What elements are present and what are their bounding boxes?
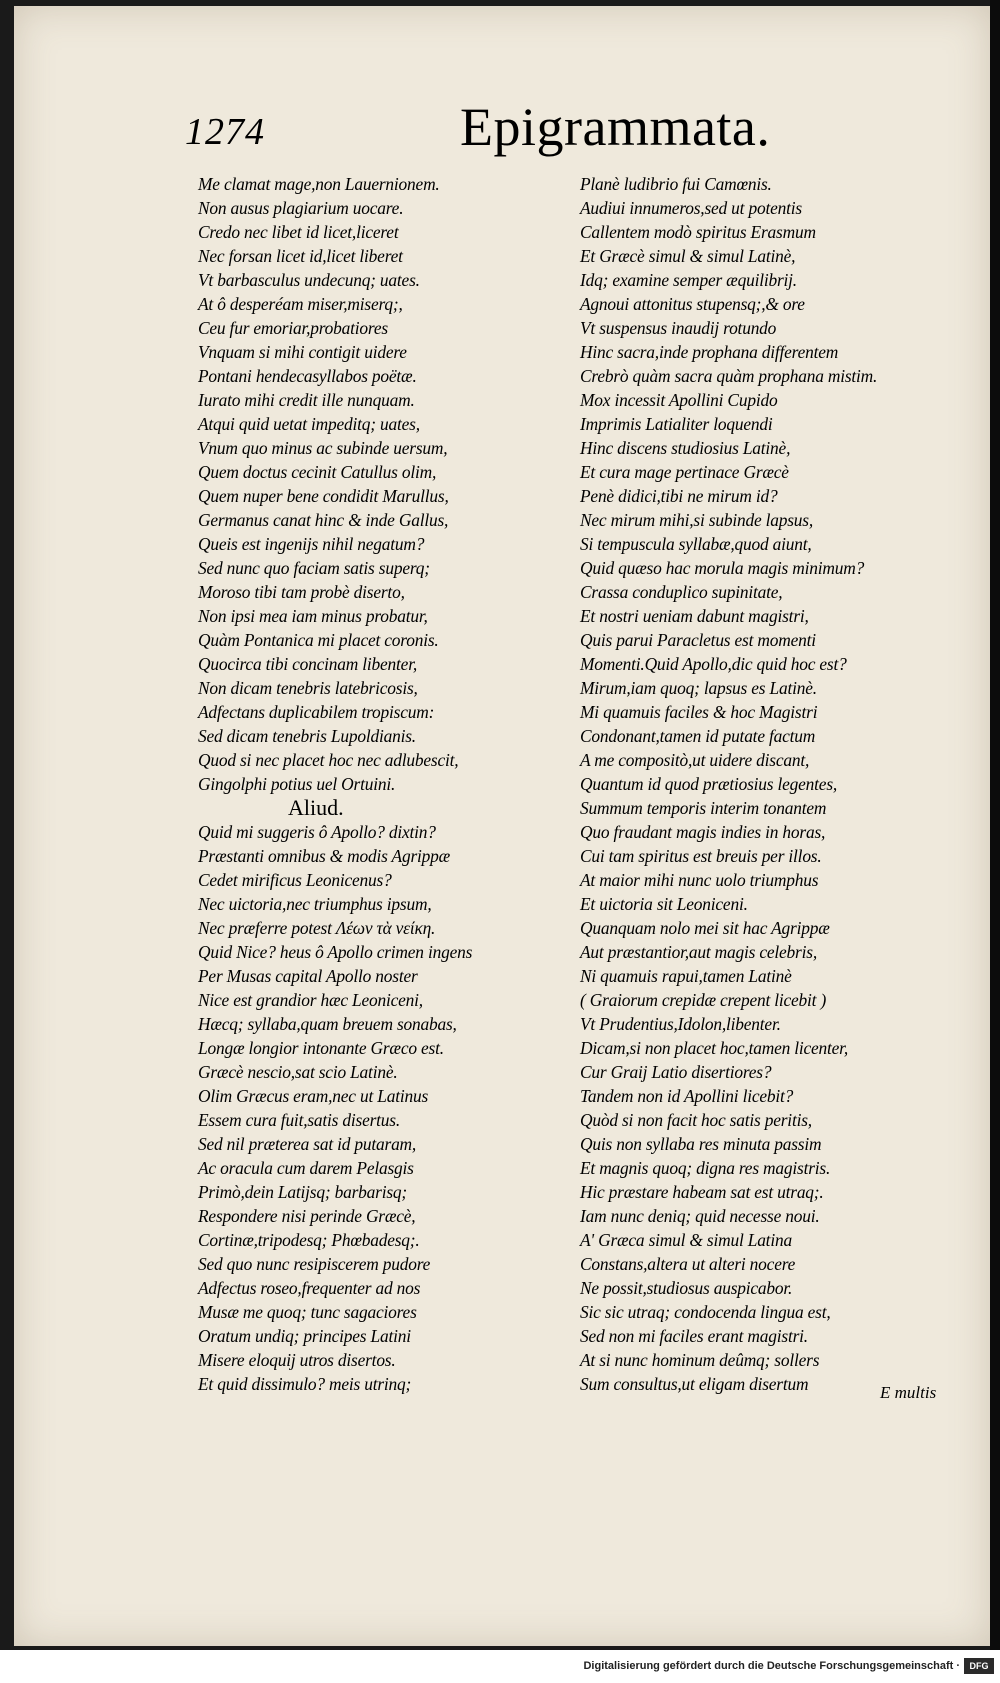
verse-line: Et Græcè simul & simul Latinè, xyxy=(580,246,796,266)
verse-line: Primò,dein Latijsq; barbarisq; xyxy=(198,1182,407,1202)
verse-line: Quòd si non facit hoc satis peritis, xyxy=(580,1110,812,1130)
verse-line: Adfectans duplicabilem tropiscum: xyxy=(198,702,435,722)
verse-line: Sed nil præterea sat id putaram, xyxy=(198,1134,417,1154)
verse-line: Sed nunc quo faciam satis superq; xyxy=(198,558,430,578)
verse-line: Iam nunc deniq; quid necesse noui. xyxy=(580,1206,820,1226)
verse-line: A me compositò,ut uidere discant, xyxy=(580,750,810,770)
verse-line: Momenti.Quid Apollo,dic quid hoc est? xyxy=(580,654,847,674)
verse-line: Vt suspensus inaudij rotundo xyxy=(580,318,777,338)
verse-line: Vnum quo minus ac subinde uersum, xyxy=(198,438,448,458)
verse-line: Quid mi suggeris ô Apollo? dixtin? xyxy=(198,822,436,842)
verse-line: Et cura mage pertinace Græcè xyxy=(580,462,789,482)
verse-line: Si tempuscula syllabæ,quod aiunt, xyxy=(580,534,812,554)
verse-line: Quid Nice? heus ô Apollo crimen ingens xyxy=(198,942,473,962)
verse-line: Per Musas capital Apollo noster xyxy=(198,966,418,986)
verse-line: Aut præstantior,aut magis celebris, xyxy=(580,942,817,962)
verse-line: Quocirca tibi concinam libenter, xyxy=(198,654,417,674)
verse-line: Iurato mihi credit ille nunquam. xyxy=(198,390,415,410)
catchword: E multis xyxy=(880,1383,937,1402)
verse-line: Idq; examine semper æquilibrij. xyxy=(580,270,797,290)
scan-edge xyxy=(990,0,1000,1650)
verse-line: Sed non mi faciles erant magistri. xyxy=(580,1326,808,1346)
verse-line: Quod si nec placet hoc nec adlubescit, xyxy=(198,750,459,770)
verse-line: A' Græca simul & simul Latina xyxy=(580,1230,792,1250)
verse-line: Me clamat mage,non Lauernionem. xyxy=(198,174,440,194)
verse-line: Mox incessit Apollini Cupido xyxy=(580,390,778,410)
verse-line: Penè didici,tibi ne mirum id? xyxy=(580,486,778,506)
verse-line: Tandem non id Apollini licebit? xyxy=(580,1086,794,1106)
verse-line: Quantum id quod prætiosius legentes, xyxy=(580,774,838,794)
verse-line: Dicam,si non placet hoc,tamen licenter, xyxy=(580,1038,848,1058)
verse-line: Sic sic utraq; condocenda lingua est, xyxy=(580,1302,831,1322)
verse-line: Non ausus plagiarium uocare. xyxy=(198,198,404,218)
verse-line: Quem doctus cecinit Catullus olim, xyxy=(198,462,437,482)
verse-line: Nice est grandior hæc Leoniceni, xyxy=(198,990,423,1010)
left-column xyxy=(198,172,538,1396)
footer xyxy=(0,1650,1000,1683)
verse-line: Hinc discens studiosius Latinè, xyxy=(580,438,791,458)
verse-line: Hinc sacra,inde prophana differentem xyxy=(580,342,839,362)
verse-line: Queis est ingenijs nihil negatum? xyxy=(198,534,425,554)
verse-line: Ni quamuis rapui,tamen Latinè xyxy=(580,966,792,986)
verse-line: Quis non syllaba res minuta passim xyxy=(580,1134,822,1154)
verse-line: Quo fraudant magis indies in horas, xyxy=(580,822,826,842)
section-heading: Aliud. xyxy=(288,795,344,820)
verse-line: Et magnis quoq; digna res magistris. xyxy=(580,1158,831,1178)
verse-line: Ac oracula cum darem Pelasgis xyxy=(198,1158,414,1178)
verse-line: Quem nuper bene condidit Marullus, xyxy=(198,486,449,506)
verse-line: Constans,altera ut alteri nocere xyxy=(580,1254,796,1274)
verse-line: Adfectus roseo,frequenter ad nos xyxy=(198,1278,421,1298)
verse-line: Quanquam nolo mei sit hac Agrippæ xyxy=(580,918,830,938)
verse-line: Moroso tibi tam probè diserto, xyxy=(198,582,405,602)
verse-line: Pontani hendecasyllabos poëtæ. xyxy=(198,366,417,386)
verse-line: Crebrò quàm sacra quàm prophana mistim. xyxy=(580,366,878,386)
verse-line: Credo nec libet id licet,liceret xyxy=(198,222,399,242)
verse-line: Sed quo nunc resipiscerem pudore xyxy=(198,1254,431,1274)
verse-line: Vnquam si mihi contigit uidere xyxy=(198,342,407,362)
verse-line: Nec præferre potest Λέων τὰ νείκη. xyxy=(198,918,436,938)
verse-line: Sed dicam tenebris Lupoldianis. xyxy=(198,726,416,746)
verse-line: Cortinæ,tripodesq; Phœbadesq;. xyxy=(198,1230,420,1250)
verse-line: Præstanti omnibus & modis Agrippæ xyxy=(198,846,451,866)
verse-line: Planè ludibrio fui Camœnis. xyxy=(580,174,772,194)
verse-line: Ceu fur emoriar,probatiores xyxy=(198,318,388,338)
verse-line: Imprimis Latialiter loquendi xyxy=(580,414,773,434)
verse-line: Græcè nescio,sat scio Latinè. xyxy=(198,1062,398,1082)
verse-line: Sum consultus,ut eligam disertum xyxy=(580,1374,809,1394)
verse-line: Germanus canat hinc & inde Gallus, xyxy=(198,510,449,530)
verse-line: Et quid dissimulo? meis utrinq; xyxy=(198,1374,412,1394)
verse-line: Agnoui attonitus stupensq;,& ore xyxy=(580,294,805,314)
verse-line: Olim Græcus eram,nec ut Latinus xyxy=(198,1086,429,1106)
verse-line: Non ipsi mea iam minus probatur, xyxy=(198,606,428,626)
page-number: 1274 xyxy=(185,111,265,153)
verse-line: Musæ me quoq; tunc sagaciores xyxy=(198,1302,417,1322)
verse-line: Essem cura fuit,satis disertus. xyxy=(198,1110,401,1130)
verse-line: Nec forsan licet id,licet liberet xyxy=(198,246,403,266)
verse-line: At ô desperéam miser,miserq;, xyxy=(198,294,403,314)
verse-line: Oratum undiq; principes Latini xyxy=(198,1326,411,1346)
verse-line: Callentem modò spiritus Erasmum xyxy=(580,222,816,242)
verse-line: Crassa conduplico supinitate, xyxy=(580,582,783,602)
verse-line: Atqui quid uetat impeditq; uates, xyxy=(198,414,420,434)
verse-line: Respondere nisi perinde Græcè, xyxy=(198,1206,416,1226)
verse-line: At si nunc hominum deûmq; sollers xyxy=(580,1350,820,1370)
verse-line: Mi quamuis faciles & hoc Magistri xyxy=(580,702,818,722)
running-head: Epigrammata. xyxy=(460,97,771,157)
verse-line: Nec mirum mihi,si subinde lapsus, xyxy=(580,510,814,530)
verse-line: Et nostri ueniam dabunt magistri, xyxy=(580,606,809,626)
verse-line: Hic præstare habeam sat est utraq;. xyxy=(580,1182,824,1202)
verse-line: Cur Graij Latio disertiores? xyxy=(580,1062,772,1082)
verse-line: Quid quæso hac morula magis minimum? xyxy=(580,558,865,578)
verse-line: Hæcq; syllaba,quam breuem sonabas, xyxy=(198,1014,457,1034)
verse-line: Non dicam tenebris latebricosis, xyxy=(198,678,418,698)
verse-line: ( Graiorum crepidæ crepent licebit ) xyxy=(580,990,827,1010)
verse-line: Nec uictoria,nec triumphus ipsum, xyxy=(198,894,432,914)
verse-line: Condonant,tamen id putate factum xyxy=(580,726,816,746)
right-column xyxy=(580,172,910,1396)
verse-line: Vt Prudentius,Idolon,libenter. xyxy=(580,1014,781,1034)
verse-line: Misere eloquij utros disertos. xyxy=(198,1350,396,1370)
verse-line: Cedet mirificus Leonicenus? xyxy=(198,870,392,890)
verse-line: Quis parui Paracletus est momenti xyxy=(580,630,816,650)
verse-line: Summum temporis interim tonantem xyxy=(580,798,827,818)
verse-line: Mirum,iam quoq; lapsus es Latinè. xyxy=(580,678,817,698)
digitization-credit: Digitalisierung gefördert durch die Deutsche Forschungsgemeinschaft · xyxy=(583,1660,960,1672)
verse-line: Ne possit,studiosus auspicabor. xyxy=(580,1278,793,1298)
verse-line: At maior mihi nunc uolo triumphus xyxy=(580,870,819,890)
verse-line: Vt barbasculus undecunq; uates. xyxy=(198,270,420,290)
verse-line: Quàm Pontanica mi placet coronis. xyxy=(198,630,439,650)
verse-line: Et uictoria sit Leoniceni. xyxy=(580,894,748,914)
verse-line: Gingolphi potius uel Ortuini. xyxy=(198,774,396,794)
verse-line: Cui tam spiritus est breuis per illos. xyxy=(580,846,822,866)
verse-line: Longæ longior intonante Græco est. xyxy=(198,1038,444,1058)
verse-line: Audiui innumeros,sed ut potentis xyxy=(580,198,802,218)
dfg-logo: DFG xyxy=(964,1658,994,1674)
